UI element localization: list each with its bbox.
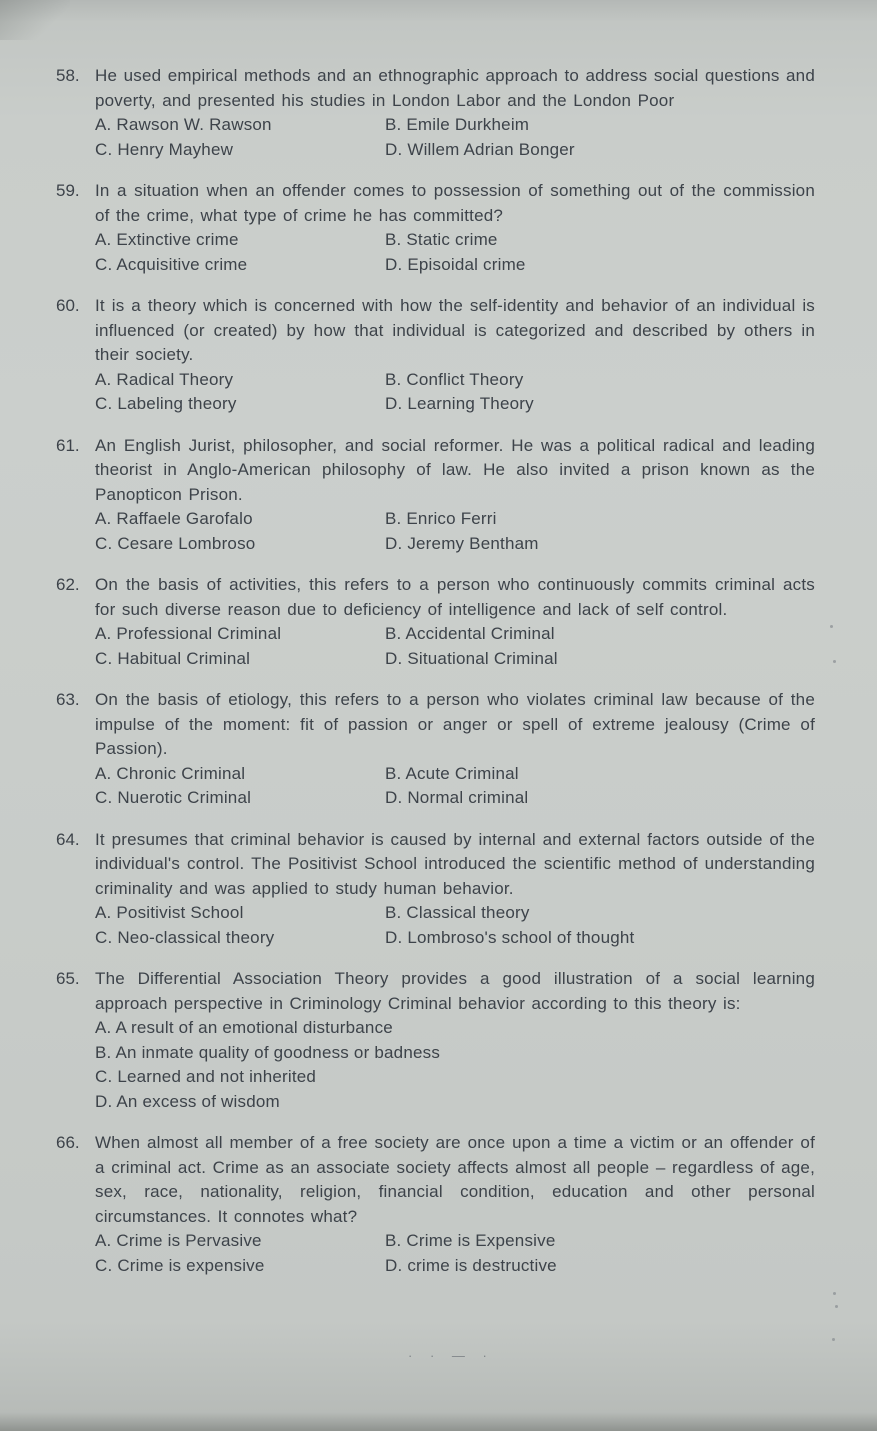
- option-b: B. Crime is Expensive: [385, 1231, 556, 1250]
- question-options: [95, 228, 815, 277]
- option-a: A. Professional Criminal: [95, 624, 282, 643]
- option-d: D. An excess of wisdom: [95, 1091, 280, 1111]
- question-number: 60.: [56, 296, 80, 315]
- option-c: C. Labeling theory: [95, 394, 237, 413]
- option-b: B. Classical theory: [385, 903, 530, 922]
- option-b: B. Enrico Ferri: [385, 509, 497, 528]
- question-body: [95, 967, 815, 1114]
- scan-noise-dot: [833, 1292, 836, 1295]
- option-b: B. Static crime: [385, 230, 498, 249]
- question-options: [95, 368, 815, 417]
- question-body: [95, 688, 815, 811]
- option-c: C. Habitual Criminal: [95, 648, 251, 668]
- question-options: [95, 1016, 815, 1114]
- question-number: 59.: [56, 181, 80, 200]
- option-c: C. Acquisitive crime: [95, 254, 248, 274]
- question-64: [56, 828, 815, 951]
- question-number: 62.: [56, 575, 80, 594]
- option-c: C. Neo-classical theory: [95, 927, 275, 947]
- scan-noise-dot: [830, 625, 833, 628]
- option-b: B. An inmate quality of goodness or badness: [95, 1042, 441, 1062]
- scan-noise-dot: [832, 1338, 835, 1341]
- option-b: B. Acute Criminal: [385, 763, 519, 783]
- question-options: [95, 507, 815, 556]
- question-66: [56, 1131, 815, 1278]
- option-c: C. Cesare Lombroso: [95, 533, 256, 553]
- option-c: C. Henry Mayhew: [95, 139, 234, 159]
- option-a: A. Crime is Pervasive: [95, 1231, 262, 1250]
- question-number: 61.: [56, 435, 80, 455]
- option-a: A. Extinctive crime: [95, 230, 239, 249]
- question-number: 65.: [56, 969, 80, 988]
- question-body: [95, 434, 815, 557]
- question-stem: On the basis of etiology, this refers to a person who violates criminal law because of the impulse of the moment: fit of passion or anger or spell of extreme jealousy (Crime of Passion).: [95, 690, 815, 758]
- question-body: [95, 64, 815, 162]
- option-b: B. Accidental Criminal: [385, 624, 555, 643]
- option-d: D. Jeremy Bentham: [385, 533, 539, 553]
- question-body: [95, 573, 815, 671]
- option-a: A. A result of an emotional disturbance: [95, 1018, 393, 1037]
- question-options: [95, 901, 815, 950]
- question-number: 58.: [56, 66, 80, 85]
- question-options: [95, 1229, 815, 1278]
- option-d: D. crime is destructive: [385, 1255, 557, 1275]
- option-c: C. Nuerotic Criminal: [95, 788, 252, 807]
- question-63: [56, 688, 815, 811]
- option-a: A. Raffaele Garofalo: [95, 509, 253, 528]
- option-b: B. Emile Durkheim: [385, 115, 530, 134]
- option-d: D. Learning Theory: [385, 394, 534, 413]
- question-stem: The Differential Association Theory provides a good illustration of a social learning approach perspective in Criminology Criminal behavior according to this theory is:: [95, 969, 815, 1013]
- question-body: [95, 294, 815, 417]
- question-options: [95, 113, 815, 162]
- option-a: A. Rawson W. Rawson: [95, 115, 272, 134]
- option-c: C. Crime is expensive: [95, 1255, 265, 1275]
- question-body: [95, 828, 815, 951]
- question-stem: It is a theory which is concerned with how the self-identity and behavior of an individual is influenced (or created) by how that individual is categorized and described by others in their society.: [95, 296, 815, 364]
- question-stem: On the basis of activities, this refers to a person who continuously commits criminal acts for such diverse reason due to deficiency of intelligence and lack of self control.: [95, 575, 815, 619]
- option-d: D. Episoidal crime: [385, 254, 526, 274]
- option-d: D. Willem Adrian Bonger: [385, 139, 575, 159]
- scan-noise-dot: [835, 1305, 838, 1308]
- question-58: [56, 64, 815, 162]
- scan-noise-marks: · · — ·: [408, 1348, 494, 1363]
- question-61: [56, 434, 815, 557]
- question-options: [95, 762, 815, 811]
- question-body: [95, 1131, 815, 1278]
- question-65: [56, 967, 815, 1114]
- option-d: D. Normal criminal: [385, 788, 529, 807]
- question-number: 63.: [56, 690, 80, 709]
- option-a: A. Radical Theory: [95, 369, 234, 389]
- question-stem: An English Jurist, philosopher, and social reformer. He was a political radical and leading theorist in Anglo-American philosophy of law. He also invited a prison known as the Panopticon Prison.: [95, 435, 815, 504]
- question-body: [95, 179, 815, 277]
- option-a: A. Chronic Criminal: [95, 763, 246, 783]
- option-d: D. Situational Criminal: [385, 648, 558, 668]
- option-c: C. Learned and not inherited: [95, 1067, 317, 1086]
- question-59: [56, 179, 815, 277]
- scan-noise-dot: [833, 660, 836, 663]
- question-60: [56, 294, 815, 417]
- question-stem: It presumes that criminal behavior is caused by internal and external factors outside of the individual's control. The Positivist School introduced the scientific method of understanding criminality and was applied to study human behavior.: [95, 829, 815, 898]
- question-options: [95, 622, 815, 671]
- question-number: 64.: [56, 829, 80, 849]
- question-62: [56, 573, 815, 671]
- question-stem: He used empirical methods and an ethnographic approach to address social questions and poverty, and presented his studies in London Labor and the London Poor: [95, 66, 815, 110]
- option-d: D. Lombroso's school of thought: [385, 927, 635, 947]
- option-b: B. Conflict Theory: [385, 369, 524, 389]
- question-stem: When almost all member of a free society are once upon a time a victim or an offender of a criminal act. Crime as an associate society affects almost all people – regardless of age, sex, race, nationality, religion, financial condition, education and other personal circumstances. It connotes what?: [95, 1133, 815, 1226]
- question-stem: In a situation when an offender comes to possession of something out of the commission of the crime, what type of crime he has committed?: [95, 181, 815, 225]
- question-number: 66.: [56, 1133, 80, 1152]
- option-a: A. Positivist School: [95, 903, 244, 922]
